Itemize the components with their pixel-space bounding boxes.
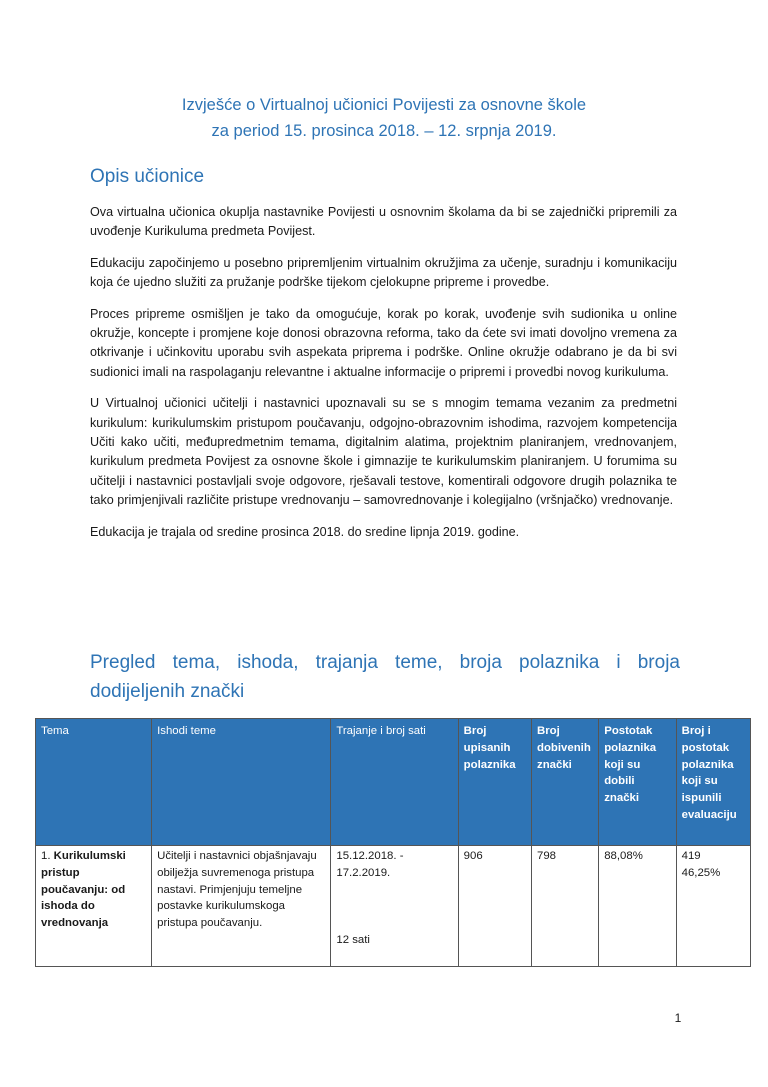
paragraph: Edukacija je trajala od sredine prosinca 2018. do sredine lipnja 2019. godine. — [90, 524, 520, 539]
report-title-line-2: za period 15. prosinca 2018. – 12. srpnja 2019. — [211, 122, 557, 140]
tema-number: 1. — [41, 850, 51, 862]
cell-spacer — [336, 882, 452, 932]
header-tema: Tema — [36, 719, 152, 846]
report-title-line-1: Izvješće o Virtualnoj učionici Povijesti za osnovne škole — [181, 96, 587, 114]
paragraph: Proces pripreme osmišljen je tako da omogućuje, korak po korak, uvođenje svih sudionika u online okružje, koncepte i promjene koje donosi obrazovna reforma, tako da ćete svi imati dovoljno vremena za otkrivanje i učinkovitu uporabu svih aspekata priprema i podrške. Online okružje odabrano je da bi svi sudionici imali na raspolaganju relevantne i aktualne informacije o pripremi i provedbi novog kurikuluma. — [90, 306, 677, 379]
section-heading-opis: Opis učionice — [90, 166, 205, 187]
cell-evaluacija — [676, 846, 750, 967]
paragraph: Edukaciju započinjemo u posebno pripremljenim virtualnim okružjima za učenje, suradnju i komunikaciju koja će ujedno služiti za pružanje podrške tijekom cjelokupne pripreme i provedbe. — [90, 255, 677, 290]
header-evaluacija: Broj i postotak polaznika koji su ispunili evaluaciju — [676, 719, 750, 846]
evaluacija-broj: 419 — [681, 850, 701, 862]
header-postotak: Postotak polaznika koji su dobili značkі — [599, 719, 676, 846]
header-ishodi: Ishodi teme — [152, 719, 331, 846]
header-upisanih: Broj upisanih polaznika — [458, 719, 531, 846]
tema-name: Kurikulumski pristup poučavanju: od ishoda do vrednovanja — [41, 850, 126, 930]
header-znacki: Broj dobivenih znački — [532, 719, 599, 846]
header-trajanje: Trajanje i broj sati — [331, 719, 458, 846]
trajanje-sati: 12 sati — [336, 933, 370, 946]
page-number: 1 — [674, 1011, 682, 1025]
cell-postotak: 88,08% — [599, 846, 676, 967]
cell-znacki: 798 — [532, 846, 599, 967]
cell-tema — [36, 846, 152, 967]
table-header-row — [36, 719, 751, 846]
paragraph: U Virtualnoj učionici učitelji i nastavnici upoznavali su se s mnogim temama vezanim za predmetni kurikulum: kurikulumskim pristupom poučavanju, odgojno-obrazovnim ishodima, razvojem kompetencija Učiti kako učiti, međupredmetnim temama, digitalnim alatima, projektnim planiranjem, vrednovanjem, kurikulum predmeta Povijest za osnovne škole i gimnazije te kurikulumskim planiranjem. U forumima su učitelji i nastavnici postavljali svoje odgovore, rješavali testove, komentirali odgovore drugih polaznika te tako primjenjivali različite pristupe vrednovanju – samovrednovanje i kolegijalno (vršnjačko) vrednovanje. — [90, 396, 677, 508]
cell-ishodi: Učitelji i nastavnici objašnjavaju obilježja suvremenoga pristupa nastavi. Primjenjuju temeljne postavke kurikulumskoga pristupa poučavanju. — [152, 846, 331, 967]
report-title — [0, 92, 768, 144]
paragraph: Ova virtualna učionica okuplja nastavnike Povijesti u osnovnim školama da bi se zajednički pripremili za uvođenje Kurikuluma predmeta Povijest. — [90, 205, 677, 239]
section-heading-pregled: Pregled tema, ishoda, trajanja teme, broja polaznika i broja dodijeljenih znački — [90, 652, 680, 702]
trajanje-dates: 15.12.2018. - 17.2.2019. — [336, 850, 404, 879]
section-body-opis — [90, 203, 677, 554]
table-row — [36, 846, 751, 967]
evaluacija-postotak: 46,25% — [681, 866, 721, 879]
cell-trajanje — [331, 846, 458, 967]
overview-table — [35, 718, 751, 967]
cell-upisanih: 906 — [458, 846, 531, 967]
